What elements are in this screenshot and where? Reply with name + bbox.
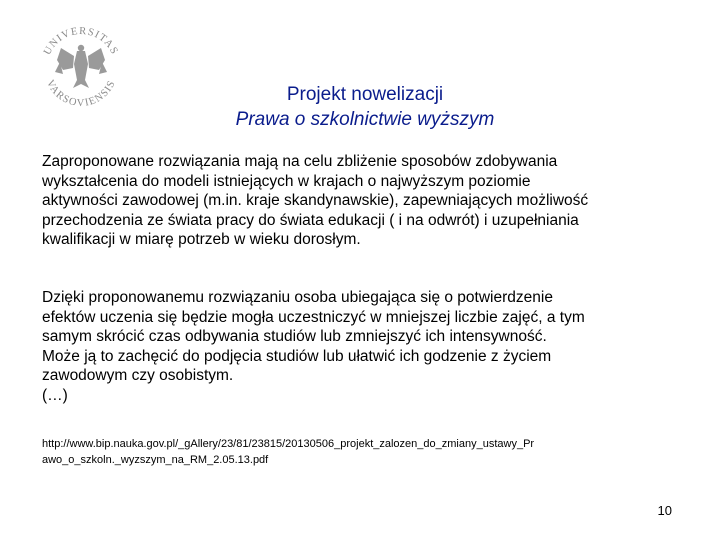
text-line: (…) <box>42 386 68 404</box>
page-number: 10 <box>657 503 672 518</box>
seal-text-bottom: VARSOVIENSIS <box>44 78 118 110</box>
title-line-2: Prawa o szkolnictwie wyższym <box>235 109 495 130</box>
text-line: wykształcenia do modeli istniejących w krajach o najwyższym poziomie <box>42 172 531 190</box>
page-title <box>150 82 580 132</box>
text-line: Zaproponowane rozwiązania mają na celu zbliżenie sposobów zdobywania <box>42 153 558 170</box>
university-seal-logo <box>33 18 129 114</box>
text-line: przechodzenia ze świata pracy do świata edukacji ( i na odwrót) i uzupełniania <box>42 211 579 229</box>
text-line: kwalifikacji w miarę potrzeb w wieku dorosłym. <box>42 231 361 249</box>
source-link-line[interactable]: awo_o_szkoln._wyzszym_na_RM_2.05.13.pdf <box>42 454 269 466</box>
text-line: samym skrócić czas odbywania studiów lub zmniejszyć ich intensywność. <box>42 328 547 346</box>
text-line: zawodowym czy osobistym. <box>42 367 234 385</box>
eagle-icon <box>55 45 107 88</box>
text-line: aktywności zawodowej (m.in. kraje skandynawskie), zapewniających możliwość <box>42 192 589 210</box>
source-link[interactable] <box>42 436 682 468</box>
source-link-line[interactable]: http://www.bip.nauka.gov.pl/_gAllery/23/81/23815/20130506_projekt_zalozen_do_zmiany_ustawy_Pr <box>42 438 535 450</box>
text-line: Dzięki proponowanemu rozwiązaniu osoba ubiegająca się o potwierdzenie <box>42 289 553 306</box>
seal-text-top: UNIVERSITAS <box>42 25 120 57</box>
title-line-1: Projekt nowelizacji <box>286 84 444 105</box>
text-line: Może ją to zachęcić do podjęcia studiów lub ułatwić ich godzenie z życiem <box>42 347 552 365</box>
eagle-seal-icon <box>33 18 129 114</box>
paragraph-intro <box>42 152 682 250</box>
paragraph-benefits <box>42 288 682 406</box>
text-line: efektów uczenia się będzie mogła uczestniczyć w mniejszej liczbie zajęć, a tym <box>42 308 585 326</box>
